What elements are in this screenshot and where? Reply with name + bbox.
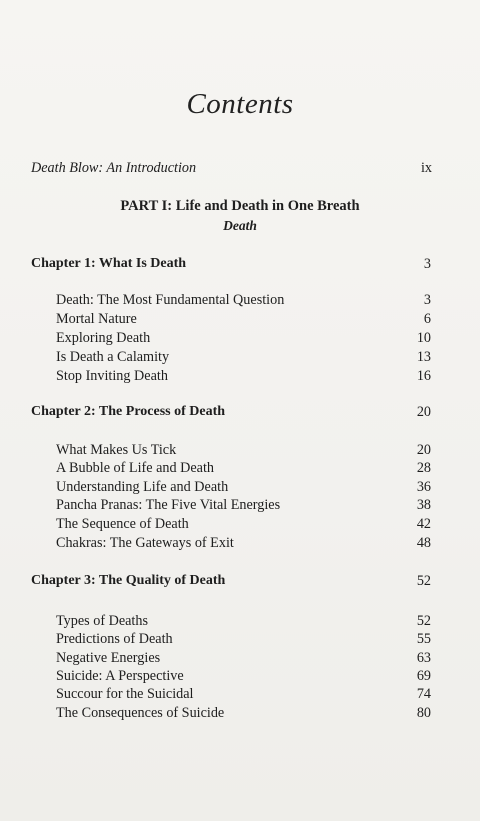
entry-page-number: 13 xyxy=(416,349,431,365)
toc-entry[interactable] xyxy=(0,330,480,350)
chapter-title: Chapter 3: The Quality of Death xyxy=(31,573,226,588)
chapter-page-number: 20 xyxy=(416,404,431,420)
toc-entry[interactable] xyxy=(0,292,480,312)
toc-entry[interactable] xyxy=(0,460,480,480)
entry-label: Mortal Nature xyxy=(56,311,137,327)
part-subtitle: Death xyxy=(223,218,257,233)
chapter-title: Chapter 2: The Process of Death xyxy=(31,404,226,419)
entry-page-number: 55 xyxy=(416,631,431,647)
entry-page-number: 16 xyxy=(416,368,431,384)
entry-page-number: 36 xyxy=(416,479,431,495)
entry-label: Is Death a Calamity xyxy=(56,349,170,365)
entry-label: The Consequences of Suicide xyxy=(56,705,225,721)
entry-page-number: 6 xyxy=(423,311,431,327)
toc-entry[interactable] xyxy=(0,650,480,670)
toc-entry[interactable] xyxy=(0,497,480,517)
entry-page-number: 10 xyxy=(416,330,431,346)
entry-label: Types of Deaths xyxy=(56,613,148,629)
entry-label: Stop Inviting Death xyxy=(56,368,168,384)
intro-entry[interactable] xyxy=(0,160,480,180)
entry-label: Exploring Death xyxy=(56,330,151,346)
page-title: Contents xyxy=(186,88,294,120)
entry-label: Negative Energies xyxy=(56,650,161,666)
toc-entry[interactable] xyxy=(0,516,480,536)
toc-entry[interactable] xyxy=(0,535,480,555)
entry-page-number: 3 xyxy=(423,292,431,308)
entry-label: Suicide: A Perspective xyxy=(56,668,184,684)
entry-page-number: 38 xyxy=(416,497,431,513)
entry-label: Succour for the Suicidal xyxy=(56,686,194,702)
chapter-page-number: 3 xyxy=(423,256,431,272)
intro-label: Death Blow: An Introduction xyxy=(31,160,197,176)
intro-page-number: ix xyxy=(420,160,432,176)
toc-entry[interactable] xyxy=(0,705,480,725)
chapter-3-entry[interactable] xyxy=(0,573,480,593)
chapter-1-entry[interactable] xyxy=(0,256,480,276)
entry-label: The Sequence of Death xyxy=(56,516,189,532)
entry-page-number: 80 xyxy=(416,705,431,721)
entry-label: Chakras: The Gateways of Exit xyxy=(56,535,234,551)
chapter-title: Chapter 1: What Is Death xyxy=(31,256,187,271)
entry-page-number: 20 xyxy=(416,442,431,458)
entry-label: Pancha Pranas: The Five Vital Energies xyxy=(56,497,281,513)
chapter-page-number: 52 xyxy=(416,573,431,589)
toc-entry[interactable] xyxy=(0,613,480,633)
toc-entry[interactable] xyxy=(0,311,480,331)
toc-entry[interactable] xyxy=(0,686,480,706)
toc-entry[interactable] xyxy=(0,668,480,688)
entry-label: Death: The Most Fundamental Question xyxy=(56,292,285,308)
entry-label: Understanding Life and Death xyxy=(56,479,229,495)
toc-entry[interactable] xyxy=(0,368,480,388)
toc-entry[interactable] xyxy=(0,631,480,651)
toc-entry[interactable] xyxy=(0,479,480,499)
entry-label: A Bubble of Life and Death xyxy=(56,460,214,476)
part-title: PART I: Life and Death in One Breath xyxy=(120,198,360,214)
toc-entry[interactable] xyxy=(0,442,480,462)
entry-page-number: 48 xyxy=(416,535,431,551)
entry-page-number: 52 xyxy=(416,613,431,629)
chapter-2-entry[interactable] xyxy=(0,404,480,424)
entry-page-number: 74 xyxy=(416,686,431,702)
entry-label: Predictions of Death xyxy=(56,631,173,647)
entry-page-number: 42 xyxy=(416,516,431,532)
entry-label: What Makes Us Tick xyxy=(56,442,177,458)
entry-page-number: 69 xyxy=(416,668,431,684)
entry-page-number: 28 xyxy=(416,460,431,476)
entry-page-number: 63 xyxy=(416,650,431,666)
toc-entry[interactable] xyxy=(0,349,480,369)
